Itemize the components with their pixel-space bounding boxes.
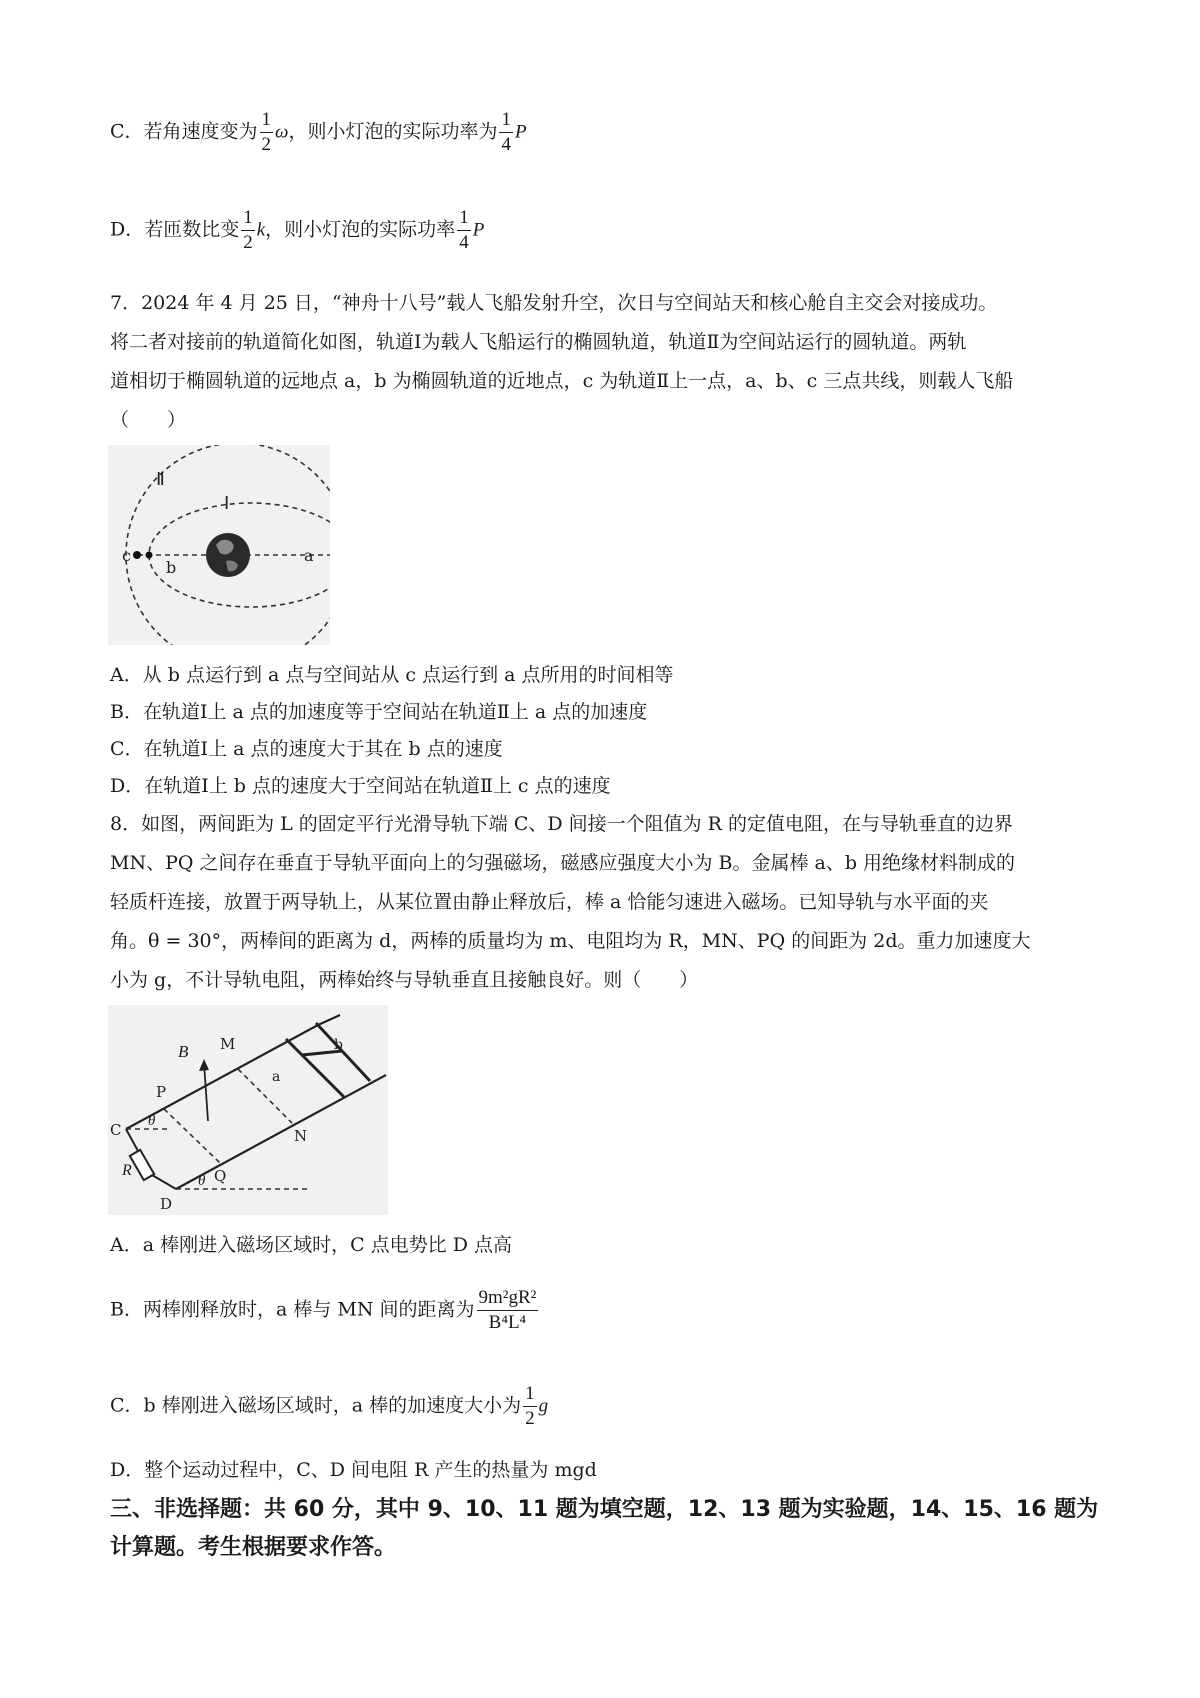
q8-stem-line-3: 轻质杆连接，放置于两导轨上，从某位置由静止释放后，棒 a 恰能匀速进入磁场。已知导轨与水平面的夹: [110, 891, 989, 913]
q8-option-b: B．两棒刚释放时，a 棒与 MN 间的距离为 $\frac{\text{9m²gR²}}{\text{B⁴L⁴}}$: [110, 1287, 537, 1333]
q7-orbit-figure: [108, 445, 330, 645]
upper-rail-end: [318, 1015, 340, 1025]
wire-d: [152, 1175, 176, 1189]
boundary-pq: [164, 1109, 220, 1163]
q8-stem-line-4: 角。θ = 30°，两棒间的距离为 d，两棒的质量均为 m、电阻均为 R，MN、PQ 的间距为 2d。重力加速度大: [110, 930, 1031, 952]
point-c: [133, 551, 141, 559]
fraction: $\frac{1}{4}$: [459, 207, 469, 253]
section-3-heading-line-2: 计算题。考生根据要求作答。: [110, 1535, 397, 1560]
fraction: $\frac{\text{9m²gR²}}{\text{B⁴L⁴}}$: [478, 1287, 537, 1333]
rail-diagram: [108, 1005, 388, 1215]
label-n: N: [294, 1127, 308, 1145]
wire-c: [126, 1129, 138, 1151]
q7-stem-line-1: 7．2024 年 4 月 25 日，“神舟十八号”载人飞船发射升空，次日与空间站天和核心舱自主交会对接成功。: [110, 292, 998, 314]
label-c: C: [110, 1121, 122, 1139]
q6-option-d: D．若匝数比变 $\frac{1}{2}$ k，则小灯泡的实际功率 $\frac{1}{4}$ P: [110, 207, 485, 253]
label-c: c: [122, 546, 131, 565]
fraction: $\frac{1}{2}$: [261, 109, 272, 155]
q8-stem-line-1: 8．如图，两间距为 L 的固定平行光滑导轨下端 C、D 间接一个阻值为 R 的定值电阻，在与导轨垂直的边界: [110, 813, 1014, 835]
q6-option-c-label: C．若角速度变为: [110, 120, 258, 143]
q7-option-d: D．在轨道Ⅰ上 b 点的速度大于空间站在轨道Ⅱ上 c 点的速度: [110, 775, 611, 797]
label-orbit-ii: Ⅱ: [156, 469, 165, 489]
label-q: Q: [214, 1167, 227, 1185]
label-d: D: [160, 1195, 173, 1213]
label-p: P: [156, 1083, 167, 1101]
label-rod-b: b: [334, 1037, 343, 1053]
fraction: $\frac{1}{4}$: [501, 109, 511, 155]
q8-rail-figure: [108, 1005, 388, 1215]
q8-stem-line-5: 小为 g，不计导轨电阻，两棒始终与导轨垂直且接触良好。则（ ）: [110, 969, 699, 991]
label-theta-d: θ: [198, 1173, 206, 1189]
fraction: $\frac{1}{2}$: [525, 1383, 535, 1429]
label-m: M: [220, 1035, 236, 1053]
q6-option-c: C．若角速度变为 $\frac{1}{2}$ ω，则小灯泡的实际功率为 $\frac{1}{4}$ P: [110, 109, 527, 155]
resistor-r: [130, 1150, 154, 1180]
q7-stem-line-3: 道相切于椭圆轨道的远地点 a，b 为椭圆轨道的近地点，c 为轨道Ⅱ上一点，a、b、c 三点共线，则载人飞船: [110, 370, 1014, 392]
fraction: $\frac{1}{2}$: [243, 207, 253, 253]
point-b: [146, 552, 153, 559]
q7-stem-line-2: 将二者对接前的轨道简化如图，轨道Ⅰ为载人飞船运行的椭圆轨道，轨道Ⅱ为空间站运行的圆轨道。两轨: [110, 331, 967, 353]
orbit-diagram: [108, 445, 330, 645]
q7-option-c: C．在轨道Ⅰ上 a 点的速度大于其在 b 点的速度: [110, 738, 503, 760]
label-a: a: [304, 546, 314, 565]
q8-stem-line-2: MN、PQ 之间存在垂直于导轨平面向上的匀强磁场，磁感应强度大小为 B。金属棒 a、b 用绝缘材料制成的: [110, 852, 1016, 874]
label-r: R: [122, 1162, 132, 1179]
b-field-arrowhead: [199, 1059, 209, 1071]
b-field-arrow: [204, 1063, 208, 1121]
q8-option-d: D．整个运动过程中，C、D 间电阻 R 产生的热量为 mgd: [110, 1459, 597, 1481]
label-orbit-i: Ⅰ: [224, 493, 230, 513]
label-theta-c: θ: [148, 1113, 156, 1129]
q6-option-d-label: D．若匝数比变: [110, 218, 240, 241]
lower-rail: [176, 1075, 386, 1189]
label-b-field: B: [178, 1042, 189, 1061]
section-3-heading-line-1: 三、非选择题：共 60 分，其中 9、10、11 题为填空题，12、13 题为实验题，14、15、16 题为: [110, 1497, 1099, 1522]
q8-option-c: C．b 棒刚进入磁场区域时，a 棒的加速度大小为 $\frac{1}{2}$ g: [110, 1383, 549, 1429]
label-rod-a: a: [272, 1069, 281, 1085]
boundary-mn: [238, 1069, 292, 1123]
q7-option-b: B．在轨道Ⅰ上 a 点的加速度等于空间站在轨道Ⅱ上 a 点的加速度: [110, 701, 648, 723]
q7-option-a: A．从 b 点运行到 a 点与空间站从 c 点运行到 a 点所用的时间相等: [110, 664, 674, 686]
label-b: b: [166, 558, 177, 577]
q7-stem-line-4: （ ）: [110, 409, 187, 431]
q8-option-a: A．a 棒刚进入磁场区域时，C 点电势比 D 点高: [110, 1234, 512, 1256]
